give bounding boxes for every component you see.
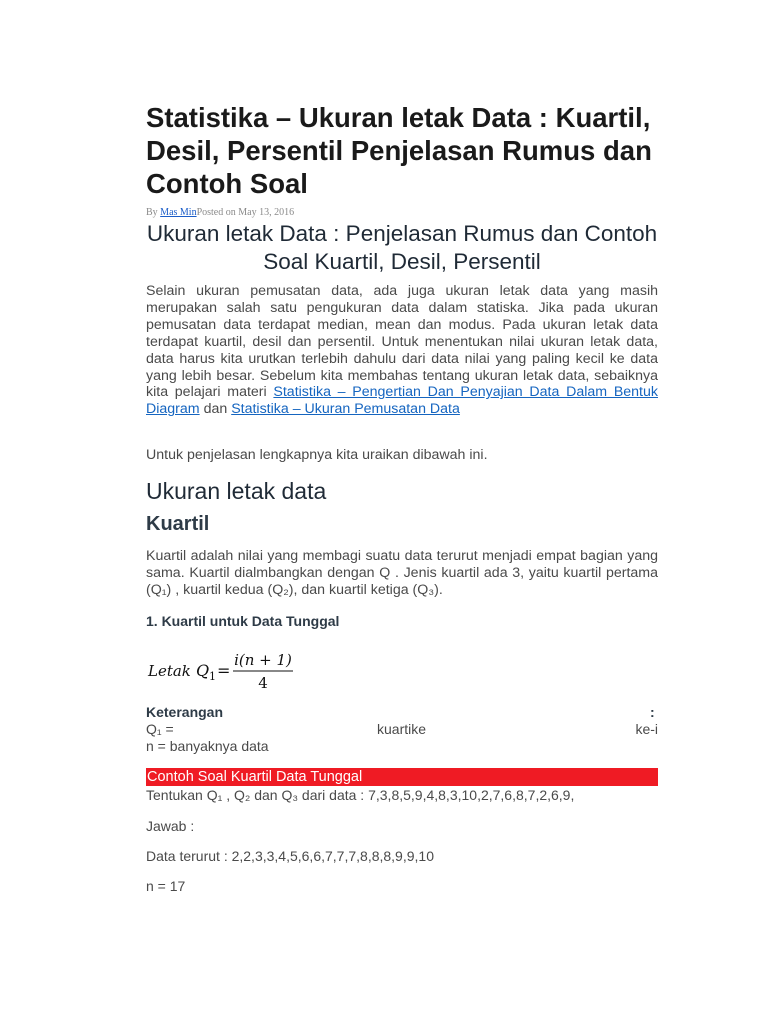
keterangan-n-def: n = banyaknya data xyxy=(146,738,269,754)
keterangan-label: Keterangan xyxy=(146,704,224,720)
article-subtitle: Ukuran letak Data : Penjelasan Rumus dan Contoh Soal Kuartil, Desil, Persentil xyxy=(146,221,658,274)
data-tunggal-heading: 1. Kuartil untuk Data Tunggal xyxy=(146,613,340,629)
keterangan-mid: kuartike xyxy=(377,721,427,737)
question-text: Tentukan Q₁ , Q₂ dan Q₃ dari data : 7,3,8,5,9,4,8,3,10,2,7,6,8,7,2,6,9, xyxy=(146,787,575,803)
byline xyxy=(146,207,294,218)
kuartil-formula xyxy=(146,648,306,692)
formula-denominator: 4 xyxy=(258,674,268,692)
formula-q: Q xyxy=(196,661,210,680)
section-heading: Ukuran letak data xyxy=(146,478,327,504)
intro-conjunction: dan xyxy=(199,401,232,418)
keterangan-q-def: Q₁ = xyxy=(146,721,174,737)
byline-date: Posted on May 13, 2016 xyxy=(196,207,295,218)
link-ukuran-pemusatan[interactable]: Statistika – Ukuran Pemusatan Data xyxy=(231,401,460,418)
intro-text: Selain ukuran pemusatan data, ada juga ukuran letak data yang masih merupakan salah satu pengukuran data dalam statiska. Jika pada ukuran pemusatan data terdapat median, mean dan modus. Pada ukuran letak data terdapat kuartil, desil dan persentil. Untuk menentukan nilai ukuran letak data, data harus kita urutkan terlebih dahulu dari data nilai yang paling kecil ke data yang lebih besar. Sebelum kita membahas tentang ukuran letak data, sebaiknya kita pelajari materi xyxy=(146,283,658,401)
intro-paragraph xyxy=(146,283,658,418)
answer-label: Jawab : xyxy=(146,818,195,834)
lead-paragraph: Untuk penjelasan lengkapnya kita uraikan dibawah ini. xyxy=(146,447,488,463)
formula-letak: Letak xyxy=(148,662,191,680)
example-heading-bar xyxy=(146,768,658,786)
example-heading: Contoh Soal Kuartil Data Tunggal xyxy=(147,769,363,785)
article-title: Statistika – Ukuran letak Data : Kuartil, Desil, Persentil Penjelasan Rumus dan Contoh Soal xyxy=(146,102,652,199)
formula-q-subscript: 1 xyxy=(209,670,216,683)
byline-by: By xyxy=(146,207,161,218)
kuartil-heading: Kuartil xyxy=(146,513,210,535)
link-pengertian-penyajian[interactable]: Statistika – Pengertian Dan Penyajian Data Dalam Bentuk Diagram xyxy=(146,384,658,418)
keterangan-right: ke-i xyxy=(635,721,658,737)
n-value: n = 17 xyxy=(146,878,186,894)
sorted-data: Data terurut : 2,2,3,3,4,5,6,6,7,7,7,8,8,8,9,9,10 xyxy=(146,848,434,864)
keterangan-colon: : xyxy=(650,704,655,720)
formula-numerator: i(n + 1) xyxy=(234,651,292,669)
kuartil-paragraph: Kuartil adalah nilai yang membagi suatu data terurut menjadi empat bagian yang sama. Kuartil dialmbangkan dengan Q . Jenis kuartil ada 3, yaitu kuartil pertama (Q₁) , kuartil kedua (Q₂), dan kuartil ketiga (Q₃). xyxy=(146,548,658,598)
formula-equals: = xyxy=(217,661,231,680)
author-link[interactable]: Mas Min xyxy=(160,207,197,218)
